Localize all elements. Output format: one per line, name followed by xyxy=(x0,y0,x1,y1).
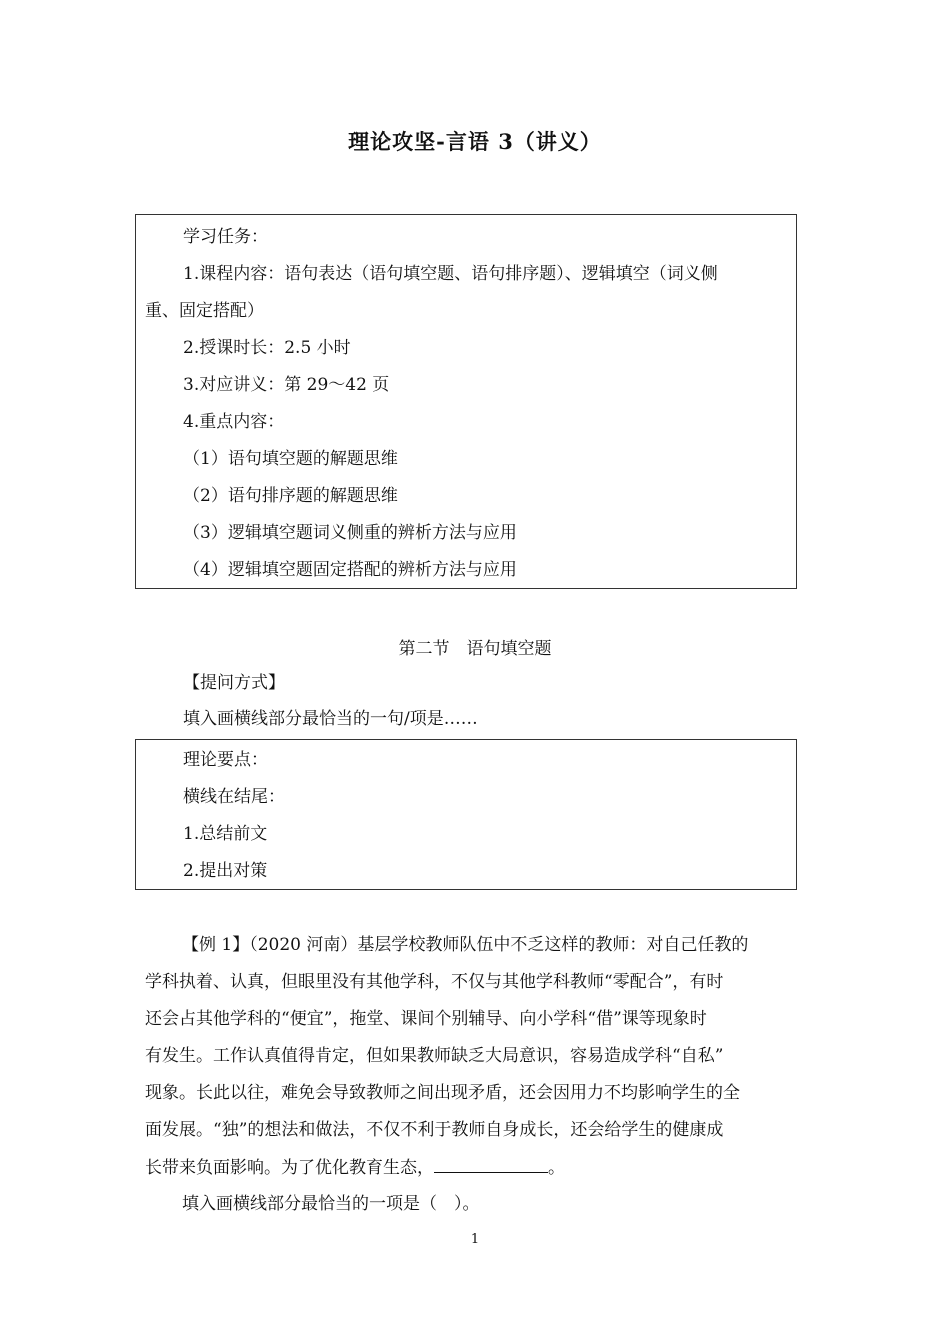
task-sub-2: （2）语句排序题的解题思维 xyxy=(183,486,398,506)
task-item-3: 3.对应讲义：第 29～42 页 xyxy=(183,375,390,395)
theory-sub-heading: 横线在结尾： xyxy=(183,787,285,807)
task-heading: 学习任务： xyxy=(183,227,268,247)
ask-heading: 【提问方式】 xyxy=(183,673,285,693)
example-question: 填入画横线部分最恰当的一项是（ ）。 xyxy=(182,1194,480,1214)
theory-heading: 理论要点： xyxy=(183,750,268,770)
example-line-7 xyxy=(145,1156,565,1179)
answer-blank xyxy=(434,1156,548,1173)
task-item-1: 1.课程内容：语句表达（语句填空题、语句排序题）、逻辑填空（词义侧 xyxy=(183,264,718,284)
example-line-2: 学科执着、认真，但眼里没有其他学科，不仅与其他学科教师“零配合”，有时 xyxy=(145,972,724,992)
document-title: 理论攻坚-言语 3（讲义） xyxy=(348,129,602,154)
task-item-1-cont: 重、固定搭配） xyxy=(145,301,264,321)
ask-text: 填入画横线部分最恰当的一句/项是…… xyxy=(183,709,478,729)
task-sub-4: （4）逻辑填空题固定搭配的辨析方法与应用 xyxy=(183,560,517,580)
task-sub-3: （3）逻辑填空题词义侧重的辨析方法与应用 xyxy=(183,523,517,543)
task-sub-1: （1）语句填空题的解题思维 xyxy=(183,449,398,469)
example-line-7-text: 长带来负面影响。为了优化教育生态， xyxy=(145,1158,434,1178)
task-item-4: 4.重点内容： xyxy=(183,412,285,432)
example-line-7-end: 。 xyxy=(548,1158,565,1178)
page-number: 1 xyxy=(470,1232,480,1247)
example-line-4: 有发生。工作认真值得肯定，但如果教师缺乏大局意识，容易造成学科“自私” xyxy=(145,1046,724,1066)
section-title: 第二节 语句填空题 xyxy=(398,639,552,659)
task-item-2: 2.授课时长：2.5 小时 xyxy=(183,338,351,358)
example-line-5: 现象。长此以往，难免会导致教师之间出现矛盾，还会因用力不均影响学生的全 xyxy=(145,1083,740,1103)
theory-point-1: 1.总结前文 xyxy=(183,824,268,844)
example-line-6: 面发展。“独”的想法和做法，不仅不利于教师自身成长，还会给学生的健康成 xyxy=(145,1120,724,1140)
example-line-3: 还会占其他学科的“便宜”，拖堂、课间个别辅导、向小学科“借”课等现象时 xyxy=(145,1009,707,1029)
example-line-1: 【例 1】（2020 河南）基层学校教师队伍中不乏这样的教师：对自己任教的 xyxy=(182,935,749,955)
theory-point-2: 2.提出对策 xyxy=(183,861,268,881)
